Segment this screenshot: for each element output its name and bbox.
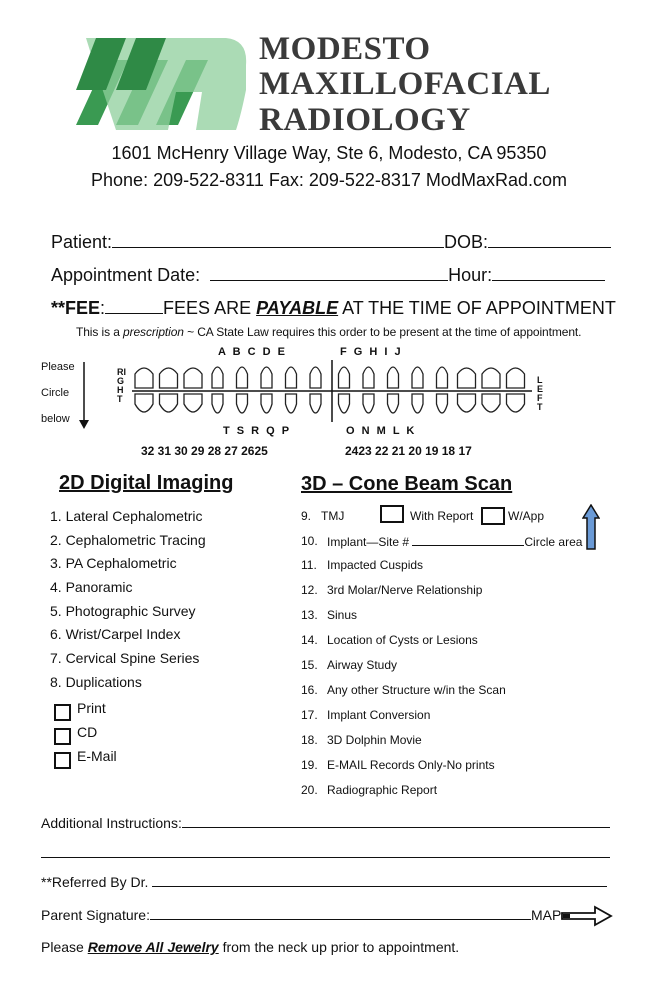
jewelry-note-bold: Remove All Jewelry bbox=[87, 939, 219, 955]
arrow-right-icon[interactable] bbox=[561, 905, 613, 927]
implant-label: Implant—Site # bbox=[327, 535, 410, 549]
additional-instructions-label: Additional Instructions: bbox=[41, 815, 182, 831]
list-item[interactable]: 6. Wrist/Carpel Index bbox=[50, 626, 181, 643]
jewelry-note-post: from the neck up prior to appointment. bbox=[218, 939, 460, 955]
section-3d-title: 3D – Cone Beam Scan bbox=[301, 473, 513, 495]
list-item[interactable]: 16. Any other Structure w/in the Scan bbox=[301, 683, 506, 697]
appointment-date-line[interactable] bbox=[210, 264, 448, 281]
lower-tooth bbox=[363, 394, 374, 413]
list-item[interactable]: 2. Cephalometric Tracing bbox=[50, 531, 206, 548]
w-app-label: W/App bbox=[508, 509, 545, 523]
patient-label: Patient: bbox=[51, 232, 113, 252]
prescription-pre: This is a bbox=[76, 325, 124, 339]
upper-tooth bbox=[507, 368, 525, 388]
brand-name-line2: MAXILLOFACIAL bbox=[259, 66, 551, 102]
arrow-down-icon bbox=[78, 362, 90, 430]
jewelry-note bbox=[41, 939, 459, 955]
below-label: below bbox=[41, 413, 70, 425]
list-item[interactable]: 8. Duplications bbox=[50, 673, 142, 690]
upper-letters-left: A B C D E bbox=[218, 346, 287, 358]
cd-checkbox[interactable] bbox=[54, 728, 71, 745]
appointment-date-label: Appointment Date: bbox=[51, 265, 201, 285]
list-item[interactable]: 15. Airway Study bbox=[301, 658, 398, 672]
list-item[interactable]: 4. Panoramic bbox=[50, 579, 133, 596]
email-checkbox[interactable] bbox=[54, 752, 71, 769]
fee-payable: PAYABLE bbox=[256, 298, 339, 318]
patient-line[interactable] bbox=[112, 231, 444, 248]
lower-tooth bbox=[507, 394, 525, 412]
lower-tooth bbox=[412, 394, 423, 413]
hour-label: Hour: bbox=[448, 265, 493, 285]
implant-site-line[interactable] bbox=[412, 534, 524, 546]
implant-row bbox=[327, 534, 587, 549]
list-item[interactable]: 18. 3D Dolphin Movie bbox=[301, 733, 422, 747]
lower-tooth bbox=[458, 394, 476, 412]
upper-letters-right: F G H I J bbox=[340, 346, 403, 358]
parent-signature-label: Parent Signature: bbox=[41, 907, 150, 923]
dob-line[interactable] bbox=[488, 231, 611, 248]
print-label: Print bbox=[77, 700, 106, 716]
prescription-post: ~ CA State Law requires this order to be present at the time of appointment. bbox=[183, 325, 582, 339]
upper-tooth bbox=[261, 367, 272, 388]
fee-row bbox=[51, 297, 631, 319]
list-item[interactable]: 1. Lateral Cephalometric bbox=[50, 508, 203, 524]
upper-tooth bbox=[363, 367, 374, 388]
lower-numbers-left: 32 31 30 29 28 27 2625 bbox=[141, 444, 268, 458]
lower-tooth bbox=[286, 394, 297, 413]
referred-line[interactable] bbox=[152, 874, 607, 887]
list-item[interactable]: 12. 3rd Molar/Nerve Relationship bbox=[301, 583, 483, 597]
upper-tooth bbox=[482, 368, 500, 388]
list-item[interactable]: 11. Impacted Cuspids bbox=[301, 558, 424, 572]
parent-signature-row bbox=[41, 907, 601, 923]
lower-numbers-right: 2423 22 21 20 19 18 17 bbox=[345, 444, 472, 458]
patient-row bbox=[51, 231, 616, 253]
additional-instructions-line[interactable] bbox=[182, 815, 610, 828]
section-3d-list bbox=[301, 558, 506, 808]
referred-label: **Referred By Dr. bbox=[41, 874, 149, 890]
lower-tooth bbox=[388, 394, 399, 413]
lower-letters-left: T S R Q P bbox=[223, 425, 292, 437]
upper-tooth bbox=[437, 367, 448, 388]
lower-tooth bbox=[135, 394, 153, 412]
email-label: E-Mail bbox=[77, 748, 117, 764]
left-side-label: LEFT bbox=[537, 375, 544, 412]
list-item[interactable]: 19. E-MAIL Records Only-No prints bbox=[301, 758, 495, 772]
circle-label: Circle bbox=[41, 387, 70, 399]
list-item[interactable]: 3. PA Cephalometric bbox=[50, 555, 177, 572]
address: 1601 McHenry Village Way, Ste 6, Modesto, CA 95350 bbox=[111, 143, 547, 163]
with-report-checkbox[interactable] bbox=[380, 505, 404, 523]
section-2d-title: 2D Digital Imaging bbox=[59, 472, 234, 494]
with-report-label: With Report bbox=[410, 509, 474, 523]
list-item[interactable]: 17. Implant Conversion bbox=[301, 708, 431, 722]
additional-instructions-line-2[interactable] bbox=[41, 857, 610, 858]
cd-label: CD bbox=[77, 724, 98, 740]
lower-tooth bbox=[482, 394, 500, 412]
fee-text-1: FEES ARE bbox=[163, 298, 257, 318]
prescription-word: prescription bbox=[123, 325, 184, 339]
fee-text-2: AT THE TIME OF APPOINTMENT bbox=[338, 298, 616, 318]
tooth-chart[interactable] bbox=[132, 360, 532, 422]
upper-tooth bbox=[310, 367, 321, 388]
brand-name-line3: RADIOLOGY bbox=[259, 102, 471, 138]
lower-tooth bbox=[184, 394, 202, 412]
upper-tooth bbox=[286, 367, 297, 388]
referred-row bbox=[41, 874, 611, 890]
lower-tooth bbox=[310, 394, 321, 413]
appointment-row bbox=[51, 264, 616, 286]
fee-label: **FEE bbox=[51, 298, 101, 318]
upper-tooth bbox=[412, 367, 423, 388]
w-app-checkbox[interactable] bbox=[481, 507, 505, 525]
list-item[interactable]: 14. Location of Cysts or Lesions bbox=[301, 633, 478, 647]
tmj-num: 9. bbox=[301, 509, 312, 523]
list-item[interactable]: 7. Cervical Spine Series bbox=[50, 650, 200, 667]
lower-letters-right: O N M L K bbox=[346, 425, 417, 437]
circle-area-label: Circle area bbox=[524, 535, 583, 549]
prescription-notice bbox=[76, 325, 636, 339]
upper-tooth bbox=[339, 367, 350, 388]
hour-line[interactable] bbox=[492, 264, 605, 281]
fee-line[interactable] bbox=[105, 297, 163, 314]
brand-name-line1: MODESTO bbox=[259, 31, 431, 67]
implant-num: 10. bbox=[301, 534, 318, 548]
fee-colon: : bbox=[100, 298, 106, 318]
right-side-label: RIGHT bbox=[117, 367, 126, 404]
parent-signature-line[interactable] bbox=[150, 907, 531, 920]
section-2d-list bbox=[50, 508, 206, 698]
map-label[interactable]: MAP bbox=[530, 907, 562, 923]
lower-tooth bbox=[237, 394, 248, 413]
lower-tooth bbox=[160, 394, 178, 412]
tmj-label: TMJ bbox=[321, 509, 345, 523]
upper-tooth bbox=[237, 367, 248, 388]
additional-instructions-row bbox=[41, 815, 611, 831]
list-item[interactable]: 13. Sinus bbox=[301, 608, 358, 622]
print-checkbox[interactable] bbox=[54, 704, 71, 721]
lower-tooth bbox=[339, 394, 350, 413]
contact-info: Phone: 209-522-8311 Fax: 209-522-8317 ModMaxRad.com bbox=[91, 170, 567, 190]
upper-tooth bbox=[388, 367, 399, 388]
lower-tooth bbox=[437, 394, 448, 413]
dob-label: DOB: bbox=[444, 232, 489, 252]
upper-tooth bbox=[458, 368, 476, 388]
lower-tooth bbox=[212, 394, 223, 413]
upper-tooth bbox=[184, 368, 202, 388]
upper-tooth bbox=[160, 368, 178, 388]
logo-mark bbox=[76, 30, 252, 136]
jewelry-note-pre: Please bbox=[41, 939, 88, 955]
upper-tooth bbox=[135, 368, 153, 388]
list-item[interactable]: 5. Photographic Survey bbox=[50, 602, 196, 619]
list-item[interactable]: 20. Radiographic Report bbox=[301, 783, 438, 797]
upper-tooth bbox=[212, 367, 223, 388]
please-label: Please bbox=[41, 361, 75, 373]
lower-tooth bbox=[261, 394, 272, 413]
